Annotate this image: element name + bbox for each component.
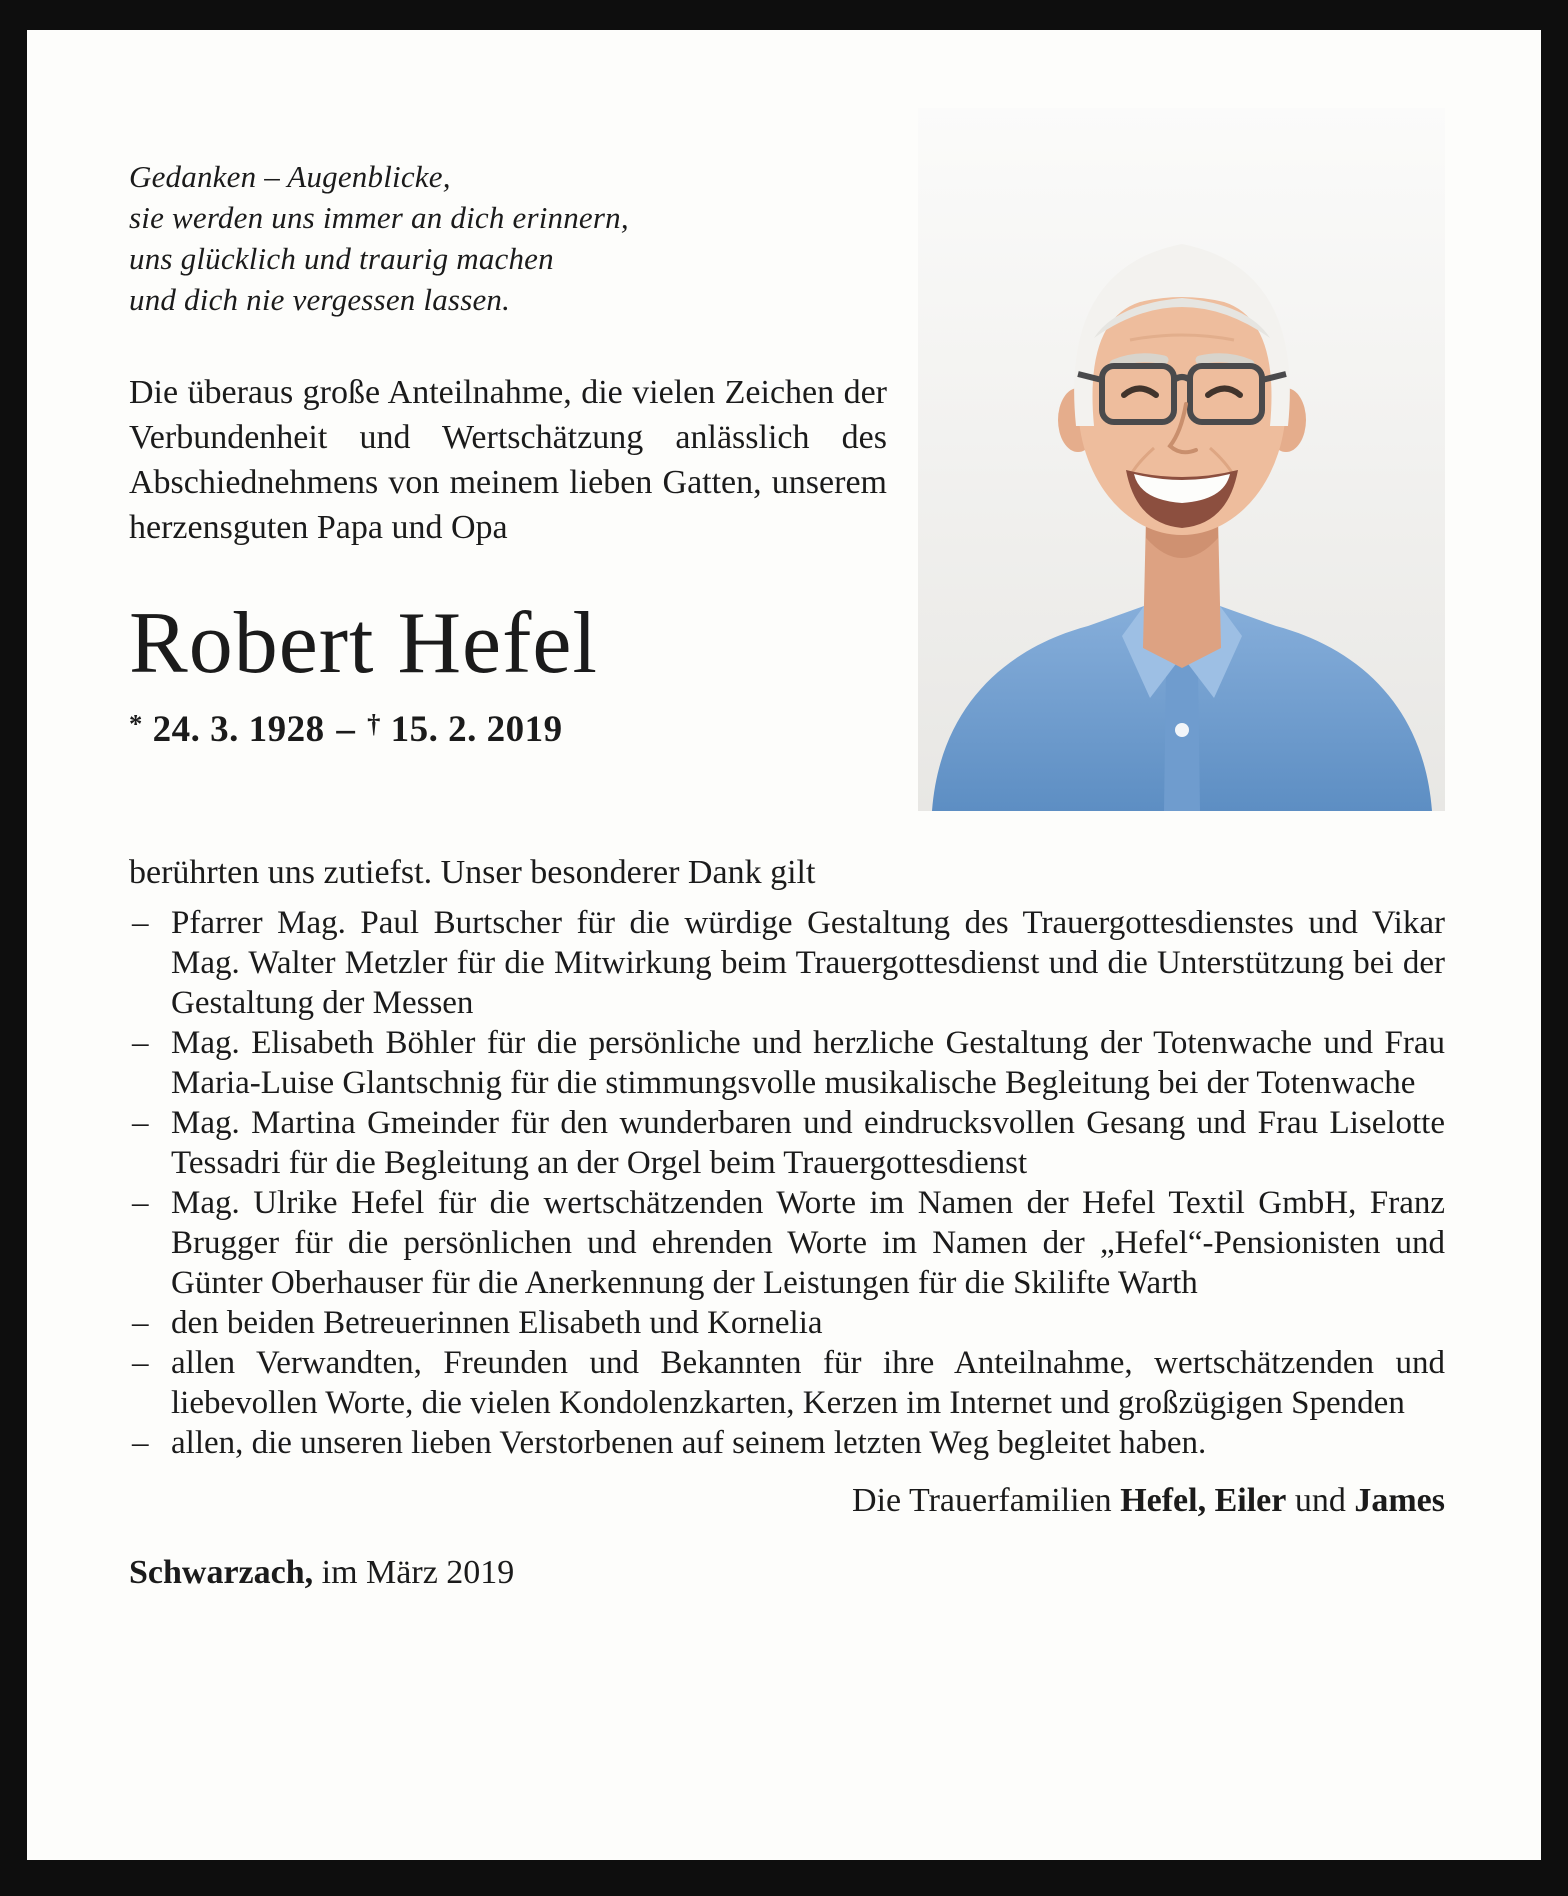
verse-line: uns glücklich und traurig machen <box>129 241 554 276</box>
deceased-name: Robert Hefel <box>129 595 598 692</box>
left-column <box>129 108 887 811</box>
verse-line: und dich nie vergessen lassen. <box>129 282 511 317</box>
thanks-item-text: allen Verwandten, Freunden und Bekannten für ihre Anteilnahme, wertschätzenden und liebevollen Worte, die vielen Kondolenzkarten, Kerzen im Internet und großzügigen Spenden <box>171 1345 1445 1421</box>
grieving-families-line <box>129 1479 1445 1523</box>
life-dates <box>129 708 887 751</box>
death-symbol: † <box>367 708 381 739</box>
thanks-item-text: Mag. Elisabeth Böhler für die persönliche und herzliche Gestaltung der Totenwache und Frau Maria-Luise Glantschnig für die stimmungsvolle musikalische Begleitung bei der Totenwache <box>171 1025 1445 1101</box>
obituary-card <box>27 30 1541 1860</box>
closing-prefix: Die Trauerfamilien <box>852 1482 1112 1519</box>
birth-date: 24. 3. 1928 <box>152 709 325 751</box>
glasses-bridge <box>1174 377 1190 380</box>
thanks-item <box>129 1423 1445 1463</box>
dash-bullet: – <box>132 1105 149 1141</box>
death-date: 15. 2. 2019 <box>390 709 563 751</box>
thanks-item <box>129 1343 1445 1423</box>
notice-date: im März 2019 <box>321 1554 515 1591</box>
thanks-item-text: den beiden Betreuerinnen Elisabeth und Kornelia <box>171 1305 823 1341</box>
intro-paragraph: Die überaus große Anteilnahme, die vielen Zeichen der Verbundenheit und Wertschätzung anlässlich des Abschiednehmens von meinem lieben Gatten, unserem herzensguten Papa und Opa <box>129 374 887 546</box>
thanks-list <box>129 903 1445 1463</box>
family-name-last: James <box>1354 1482 1445 1519</box>
closing-conjunction: und <box>1294 1482 1346 1519</box>
portrait-photo <box>918 108 1445 811</box>
birth-symbol: * <box>129 708 143 739</box>
dash-bullet: – <box>132 1305 149 1341</box>
family-names-main: Hefel, Eiler <box>1120 1482 1287 1519</box>
dash-bullet: – <box>132 1425 149 1461</box>
thanks-item <box>129 903 1445 1023</box>
thanks-item-text: allen, die unseren lieben Verstorbenen auf seinem letzten Weg begleitet haben. <box>171 1425 1207 1461</box>
portrait-illustration <box>918 108 1445 811</box>
thanks-item <box>129 1103 1445 1183</box>
dash-bullet: – <box>132 1185 149 1221</box>
thanks-item-text: Mag. Ulrike Hefel für die wertschätzenden Worte im Namen der Hefel Textil GmbH, Franz Brugger für die persönlichen und ehrenden Worte im Namen der „Hefel“-Pensionisten und Günter Oberhauser für die Anerkennung der Leistungen für die Skilifte Warth <box>171 1185 1445 1301</box>
thanks-item-text: Pfarrer Mag. Paul Burtscher für die würdige Gestaltung des Trauergottesdienstes und Vikar Mag. Walter Metzler für die Mitwirkung beim Trauergottesdienst und die Unterstützung bei der Gestaltung der Messen <box>171 905 1445 1021</box>
verse-line: Gedanken – Augenblicke, <box>129 159 451 194</box>
date-separator: – <box>336 709 356 751</box>
dash-bullet: – <box>132 905 149 941</box>
dash-bullet: – <box>132 1345 149 1381</box>
place-name: Schwarzach, <box>129 1554 314 1591</box>
thanks-item <box>129 1303 1445 1343</box>
thanks-intro: berührten uns zutiefst. Unser besonderer Dank gilt <box>129 854 816 891</box>
thanks-item <box>129 1183 1445 1303</box>
place-date-line <box>129 1551 1445 1595</box>
thanks-item <box>129 1023 1445 1103</box>
verse-line: sie werden uns immer an dich erinnern, <box>129 200 629 235</box>
dash-bullet: – <box>132 1025 149 1061</box>
header-section <box>129 108 1445 811</box>
shirt-button <box>1175 723 1189 737</box>
memorial-verse <box>129 156 887 320</box>
thanks-item-text: Mag. Martina Gmeinder für den wunderbaren und eindrucksvollen Gesang und Frau Liselotte Tessadri für die Begleitung an der Orgel beim Trauergottesdienst <box>171 1105 1445 1181</box>
